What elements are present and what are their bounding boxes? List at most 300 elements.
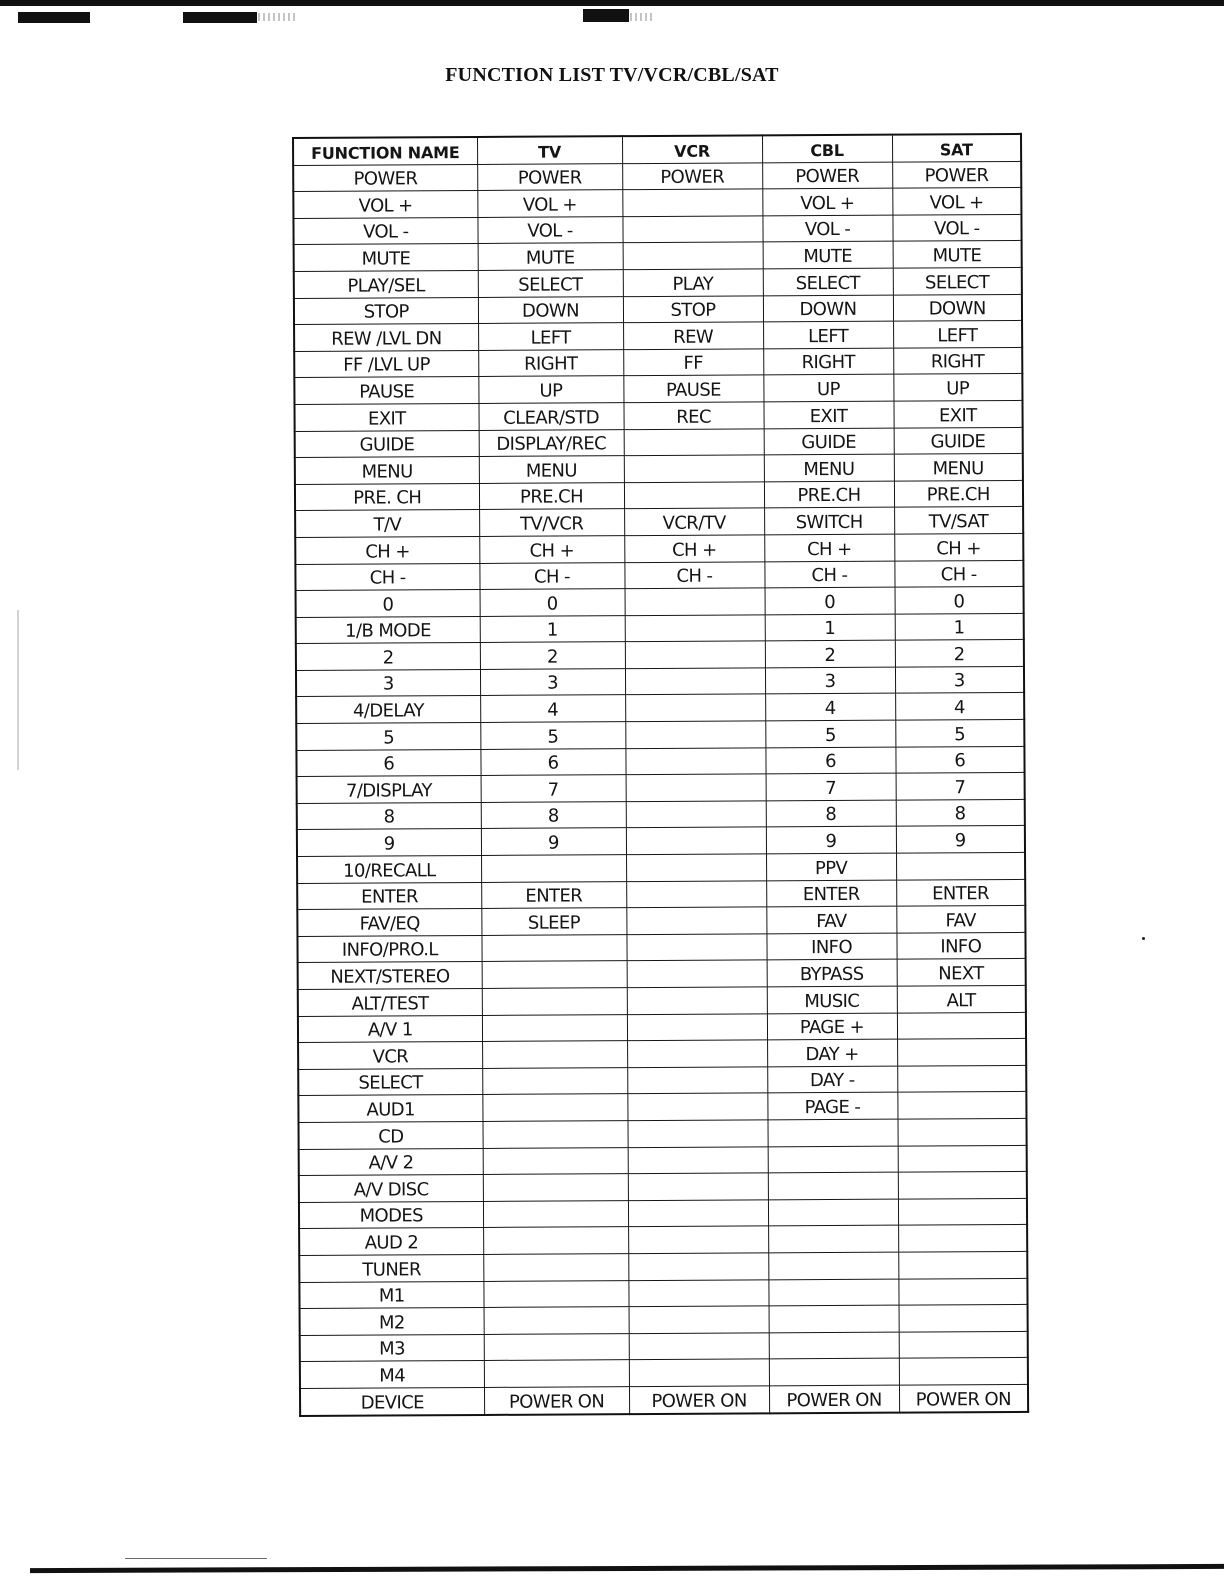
- table-row: [299, 1278, 1027, 1309]
- sat-cell: PRE.CH: [894, 480, 1023, 507]
- table-row: [299, 1145, 1027, 1176]
- vcr-cell: [628, 1226, 768, 1253]
- vcr-cell: [628, 1279, 768, 1306]
- cbl-cell: CH +: [764, 534, 894, 561]
- vcr-cell: [626, 880, 766, 907]
- table-row: [295, 454, 1023, 485]
- table-row: [296, 693, 1024, 724]
- scan-speckle: [258, 13, 298, 21]
- function-name-cell: PRE. CH: [295, 483, 479, 511]
- tv-cell: [483, 1174, 628, 1201]
- sat-cell: LEFT: [893, 321, 1022, 348]
- vcr-cell: [626, 934, 766, 961]
- vcr-cell: [629, 1306, 769, 1333]
- function-name-cell: INFO/PRO.L: [297, 935, 481, 963]
- vcr-cell: [627, 960, 767, 987]
- sat-cell: 4: [895, 693, 1024, 720]
- vcr-cell: [624, 455, 764, 482]
- table-row: [297, 879, 1025, 910]
- sat-cell: ALT: [897, 985, 1026, 1012]
- table-row: [294, 294, 1022, 325]
- tv-cell: 4: [480, 695, 625, 722]
- function-name-cell: CH -: [295, 563, 479, 591]
- cbl-cell: CH -: [764, 561, 894, 588]
- cbl-cell: [768, 1279, 898, 1306]
- column-header-sat: SAT: [892, 134, 1021, 162]
- function-name-cell: 7/DISPLAY: [297, 776, 481, 804]
- tv-cell: DISPLAY/REC: [479, 429, 624, 456]
- table-row: [296, 746, 1024, 777]
- vcr-cell: [628, 1200, 768, 1227]
- function-table-wrapper: [292, 133, 1029, 1417]
- sat-cell: MENU: [894, 454, 1023, 481]
- vcr-cell: FF: [623, 349, 763, 376]
- sat-cell: [899, 1305, 1028, 1332]
- function-name-cell: M2: [300, 1308, 484, 1336]
- tv-cell: [481, 855, 626, 882]
- sat-cell: [897, 1012, 1026, 1039]
- column-header-cbl: CBL: [762, 135, 892, 163]
- function-name-cell: ALT/TEST: [298, 988, 482, 1016]
- scan-speckle: [630, 13, 654, 21]
- cbl-cell: GUIDE: [764, 428, 894, 455]
- sat-cell: [897, 1039, 1026, 1066]
- vcr-cell: STOP: [623, 295, 763, 322]
- cbl-cell: EXIT: [763, 401, 893, 428]
- table-row: [294, 400, 1022, 431]
- vcr-cell: [626, 827, 766, 854]
- cbl-cell: 6: [765, 747, 895, 774]
- tv-cell: [484, 1307, 629, 1334]
- function-name-cell: A/V 2: [299, 1148, 483, 1176]
- cbl-cell: FAV: [766, 906, 896, 933]
- tv-cell: LEFT: [478, 323, 623, 350]
- sat-cell: SELECT: [893, 267, 1022, 294]
- cbl-cell: [767, 1119, 897, 1146]
- vcr-cell: [626, 854, 766, 881]
- table-body: [293, 161, 1028, 1415]
- redaction-bar: [18, 12, 90, 23]
- sat-cell: POWER: [892, 161, 1021, 188]
- sat-cell: CH +: [894, 533, 1023, 560]
- tv-cell: [483, 1121, 628, 1148]
- vcr-cell: [625, 668, 765, 695]
- vcr-cell: [625, 694, 765, 721]
- sat-cell: FAV: [896, 906, 1025, 933]
- cbl-cell: MENU: [764, 454, 894, 481]
- vcr-cell: [628, 1146, 768, 1173]
- sat-cell: [897, 1065, 1026, 1092]
- function-name-cell: PLAY/SEL: [294, 270, 478, 298]
- table-header-row: [293, 134, 1021, 165]
- vcr-cell: [627, 1093, 767, 1120]
- tv-cell: 8: [481, 801, 626, 828]
- sat-cell: 1: [895, 613, 1024, 640]
- footer-rule: [125, 1558, 267, 1559]
- cbl-cell: [768, 1199, 898, 1226]
- sat-cell: [898, 1225, 1027, 1252]
- vcr-cell: [622, 216, 762, 243]
- tv-cell: [483, 1200, 628, 1227]
- sat-cell: RIGHT: [893, 347, 1022, 374]
- table-row: [297, 906, 1025, 937]
- sat-cell: [898, 1172, 1027, 1199]
- vcr-cell: [627, 1040, 767, 1067]
- cbl-cell: UP: [763, 374, 893, 401]
- cbl-cell: [769, 1358, 899, 1385]
- table-row: [296, 587, 1024, 618]
- cbl-cell: 4: [765, 694, 895, 721]
- tv-cell: 9: [481, 828, 626, 855]
- sat-cell: 0: [895, 587, 1024, 614]
- vcr-cell: [628, 1173, 768, 1200]
- function-name-cell: CH +: [295, 536, 479, 564]
- tv-cell: [481, 934, 626, 961]
- function-name-cell: GUIDE: [295, 430, 479, 458]
- tv-cell: 0: [480, 589, 625, 616]
- vcr-cell: [629, 1359, 769, 1386]
- function-name-cell: DEVICE: [300, 1387, 484, 1415]
- cbl-cell: [768, 1225, 898, 1252]
- vcr-cell: [625, 641, 765, 668]
- tv-cell: [483, 1147, 628, 1174]
- table-row: [293, 161, 1021, 192]
- table-row: [298, 959, 1026, 990]
- tv-cell: MENU: [479, 456, 624, 483]
- table-row: [295, 560, 1023, 591]
- sat-cell: NEXT: [897, 959, 1026, 986]
- table-row: [293, 188, 1021, 219]
- table-row: [294, 321, 1022, 352]
- sat-cell: [896, 852, 1025, 879]
- cbl-cell: POWER ON: [769, 1385, 899, 1413]
- scan-speck: [1142, 937, 1145, 940]
- cbl-cell: 1: [765, 614, 895, 641]
- vcr-cell: [626, 907, 766, 934]
- vcr-cell: REC: [623, 402, 763, 429]
- tv-cell: [483, 1280, 628, 1307]
- column-header-tv: TV: [477, 136, 622, 164]
- tv-cell: POWER ON: [484, 1387, 629, 1415]
- tv-cell: 3: [480, 669, 625, 696]
- tv-cell: CLEAR/STD: [478, 403, 623, 430]
- tv-cell: CH -: [479, 562, 624, 589]
- table-row: [294, 374, 1022, 405]
- vcr-cell: [622, 189, 762, 216]
- vcr-cell: [627, 1067, 767, 1094]
- tv-cell: [484, 1360, 629, 1387]
- tv-cell: TV/VCR: [479, 509, 624, 536]
- cbl-cell: RIGHT: [763, 348, 893, 375]
- function-name-cell: 1/B MODE: [296, 616, 480, 644]
- tv-cell: 6: [480, 748, 625, 775]
- tv-cell: 1: [480, 615, 625, 642]
- function-name-cell: A/V 1: [298, 1015, 482, 1043]
- vcr-cell: [627, 1120, 767, 1147]
- cbl-cell: ENTER: [766, 880, 896, 907]
- cbl-cell: SELECT: [763, 268, 893, 295]
- cbl-cell: DAY -: [767, 1066, 897, 1093]
- vcr-cell: [624, 482, 764, 509]
- cbl-cell: 9: [766, 827, 896, 854]
- cbl-cell: PRE.CH: [764, 481, 894, 508]
- vcr-cell: [626, 774, 766, 801]
- tv-cell: CH +: [479, 536, 624, 563]
- function-name-cell: VOL +: [293, 191, 477, 219]
- function-name-cell: MENU: [295, 457, 479, 485]
- cbl-cell: 7: [766, 773, 896, 800]
- sat-cell: TV/SAT: [894, 507, 1023, 534]
- function-name-cell: 4/DELAY: [296, 696, 480, 724]
- vcr-cell: CH -: [624, 561, 764, 588]
- cbl-cell: [768, 1146, 898, 1173]
- table-row: [299, 1251, 1027, 1282]
- function-name-cell: FF /LVL UP: [294, 350, 478, 378]
- sat-cell: INFO: [896, 932, 1025, 959]
- function-name-cell: 3: [296, 669, 480, 697]
- sat-cell: 3: [895, 666, 1024, 693]
- cbl-cell: 8: [766, 800, 896, 827]
- tv-cell: POWER: [477, 163, 622, 190]
- table-row: [297, 799, 1025, 830]
- function-name-cell: AUD1: [298, 1095, 482, 1123]
- tv-cell: RIGHT: [478, 349, 623, 376]
- cbl-cell: PPV: [766, 853, 896, 880]
- table-row: [297, 826, 1025, 857]
- function-name-cell: A/V DISC: [299, 1175, 483, 1203]
- tv-cell: [483, 1254, 628, 1281]
- table-row: [296, 640, 1024, 671]
- sat-cell: 2: [895, 640, 1024, 667]
- sat-cell: [899, 1358, 1028, 1385]
- table-row: [295, 533, 1023, 564]
- scan-edge-top: [0, 0, 1224, 6]
- table-row: [299, 1198, 1027, 1229]
- table-row: [296, 613, 1024, 644]
- redaction-bar: [583, 9, 629, 22]
- cbl-cell: MUTE: [763, 242, 893, 269]
- cbl-cell: DOWN: [763, 295, 893, 322]
- function-name-cell: STOP: [294, 297, 478, 325]
- table-row: [300, 1331, 1028, 1362]
- table-row: [298, 985, 1026, 1016]
- tv-cell: [482, 1041, 627, 1068]
- table-row: [297, 773, 1025, 804]
- tv-cell: VOL -: [477, 216, 622, 243]
- vcr-cell: [625, 721, 765, 748]
- tv-cell: [482, 1067, 627, 1094]
- tv-cell: [482, 988, 627, 1015]
- function-name-cell: CD: [299, 1121, 483, 1149]
- cbl-cell: [768, 1172, 898, 1199]
- vcr-cell: [625, 748, 765, 775]
- sat-cell: 5: [895, 719, 1024, 746]
- sat-cell: GUIDE: [894, 427, 1023, 454]
- table-row: [295, 427, 1023, 458]
- function-name-cell: SELECT: [298, 1068, 482, 1096]
- table-row: [295, 507, 1023, 538]
- sat-cell: [899, 1331, 1028, 1358]
- cbl-cell: 2: [765, 640, 895, 667]
- cbl-cell: LEFT: [763, 321, 893, 348]
- cbl-cell: INFO: [766, 933, 896, 960]
- function-name-cell: 6: [296, 749, 480, 777]
- table-row: [298, 1012, 1026, 1043]
- function-name-cell: VCR: [298, 1042, 482, 1070]
- sat-cell: [897, 1118, 1026, 1145]
- sat-cell: [898, 1251, 1027, 1278]
- tv-cell: [482, 961, 627, 988]
- sat-cell: [897, 1092, 1026, 1119]
- vcr-cell: VCR/TV: [624, 508, 764, 535]
- table-row: [300, 1384, 1028, 1415]
- function-name-cell: NEXT/STEREO: [298, 962, 482, 990]
- sat-cell: POWER ON: [899, 1384, 1028, 1412]
- table-row: [299, 1225, 1027, 1256]
- table-row: [294, 347, 1022, 378]
- table-row: [294, 267, 1022, 298]
- sat-cell: 7: [896, 773, 1025, 800]
- tv-cell: VOL +: [477, 190, 622, 217]
- vcr-cell: CH +: [624, 535, 764, 562]
- function-name-cell: 5: [296, 723, 480, 751]
- cbl-cell: [769, 1305, 899, 1332]
- cbl-cell: 3: [765, 667, 895, 694]
- cbl-cell: POWER: [762, 162, 892, 189]
- function-name-cell: M3: [300, 1334, 484, 1362]
- function-name-cell: REW /LVL DN: [294, 324, 478, 352]
- tv-cell: [482, 1094, 627, 1121]
- function-name-cell: MUTE: [294, 244, 478, 272]
- cbl-cell: MUSIC: [767, 986, 897, 1013]
- table-row: [298, 1039, 1026, 1070]
- tv-cell: SELECT: [478, 270, 623, 297]
- table-row: [296, 666, 1024, 697]
- sat-cell: [898, 1198, 1027, 1225]
- vcr-cell: [627, 987, 767, 1014]
- tv-cell: [483, 1227, 628, 1254]
- table-row: [297, 852, 1025, 883]
- scan-edge-left: [17, 610, 19, 770]
- sat-cell: [898, 1278, 1027, 1305]
- sat-cell: MUTE: [893, 241, 1022, 268]
- cbl-cell: VOL +: [762, 188, 892, 215]
- tv-cell: [482, 1014, 627, 1041]
- table-row: [299, 1118, 1027, 1149]
- function-name-cell: TUNER: [299, 1254, 483, 1282]
- function-name-cell: ENTER: [297, 882, 481, 910]
- sat-cell: [898, 1145, 1027, 1172]
- tv-cell: MUTE: [478, 243, 623, 270]
- vcr-cell: [626, 801, 766, 828]
- function-name-cell: 8: [297, 802, 481, 830]
- table-row: [296, 719, 1024, 750]
- tv-cell: ENTER: [481, 881, 626, 908]
- sat-cell: DOWN: [893, 294, 1022, 321]
- cbl-cell: 0: [765, 587, 895, 614]
- vcr-cell: [627, 1013, 767, 1040]
- tv-cell: SLEEP: [481, 908, 626, 935]
- sat-cell: VOL -: [892, 214, 1021, 241]
- tv-cell: 5: [480, 722, 625, 749]
- redaction-bar: [183, 12, 257, 23]
- table-row: [293, 214, 1021, 245]
- function-name-cell: POWER: [293, 164, 477, 192]
- vcr-cell: [629, 1333, 769, 1360]
- vcr-cell: POWER: [622, 162, 762, 189]
- function-name-cell: AUD 2: [299, 1228, 483, 1256]
- vcr-cell: REW: [623, 322, 763, 349]
- vcr-cell: [625, 588, 765, 615]
- column-header-function-name: FUNCTION NAME: [293, 137, 477, 165]
- cbl-cell: BYPASS: [767, 960, 897, 987]
- vcr-cell: PLAY: [623, 269, 763, 296]
- function-name-cell: T/V: [295, 510, 479, 538]
- function-name-cell: FAV/EQ: [297, 909, 481, 937]
- table-row: [298, 1065, 1026, 1096]
- sat-cell: ENTER: [896, 879, 1025, 906]
- sat-cell: EXIT: [893, 400, 1022, 427]
- tv-cell: UP: [478, 376, 623, 403]
- cbl-cell: PAGE +: [767, 1013, 897, 1040]
- function-name-cell: PAUSE: [294, 377, 478, 405]
- vcr-cell: [625, 615, 765, 642]
- table-row: [295, 480, 1023, 511]
- function-name-cell: 10/RECALL: [297, 855, 481, 883]
- tv-cell: 2: [480, 642, 625, 669]
- vcr-cell: [628, 1253, 768, 1280]
- sat-cell: UP: [893, 374, 1022, 401]
- page-title: FUNCTION LIST TV/VCR/CBL/SAT: [445, 64, 779, 86]
- sat-cell: 6: [895, 746, 1024, 773]
- table-row: [298, 1092, 1026, 1123]
- function-name-cell: EXIT: [294, 403, 478, 431]
- cbl-cell: 5: [765, 720, 895, 747]
- function-name-cell: 0: [296, 590, 480, 618]
- sat-cell: 8: [896, 799, 1025, 826]
- cbl-cell: VOL -: [762, 215, 892, 242]
- vcr-cell: [624, 428, 764, 455]
- cbl-cell: PAGE -: [767, 1093, 897, 1120]
- tv-cell: PRE.CH: [479, 482, 624, 509]
- vcr-cell: [623, 242, 763, 269]
- function-name-cell: VOL -: [293, 217, 477, 245]
- table-row: [300, 1305, 1028, 1336]
- sat-cell: VOL +: [892, 188, 1021, 215]
- scan-edge-bottom: [30, 1564, 1224, 1573]
- tv-cell: DOWN: [478, 296, 623, 323]
- sat-cell: CH -: [894, 560, 1023, 587]
- function-name-cell: M4: [300, 1361, 484, 1389]
- cbl-cell: SWITCH: [764, 507, 894, 534]
- table-row: [294, 241, 1022, 272]
- function-name-cell: 2: [296, 643, 480, 671]
- cbl-cell: DAY +: [767, 1039, 897, 1066]
- vcr-cell: PAUSE: [623, 375, 763, 402]
- tv-cell: 7: [481, 775, 626, 802]
- table-row: [297, 932, 1025, 963]
- vcr-cell: POWER ON: [629, 1386, 769, 1414]
- function-name-cell: MODES: [299, 1201, 483, 1229]
- tv-cell: [484, 1333, 629, 1360]
- sat-cell: 9: [896, 826, 1025, 853]
- table-row: [299, 1172, 1027, 1203]
- column-header-vcr: VCR: [622, 135, 762, 163]
- cbl-cell: [768, 1252, 898, 1279]
- table-row: [300, 1358, 1028, 1389]
- function-name-cell: M1: [299, 1281, 483, 1309]
- function-table: [292, 133, 1029, 1417]
